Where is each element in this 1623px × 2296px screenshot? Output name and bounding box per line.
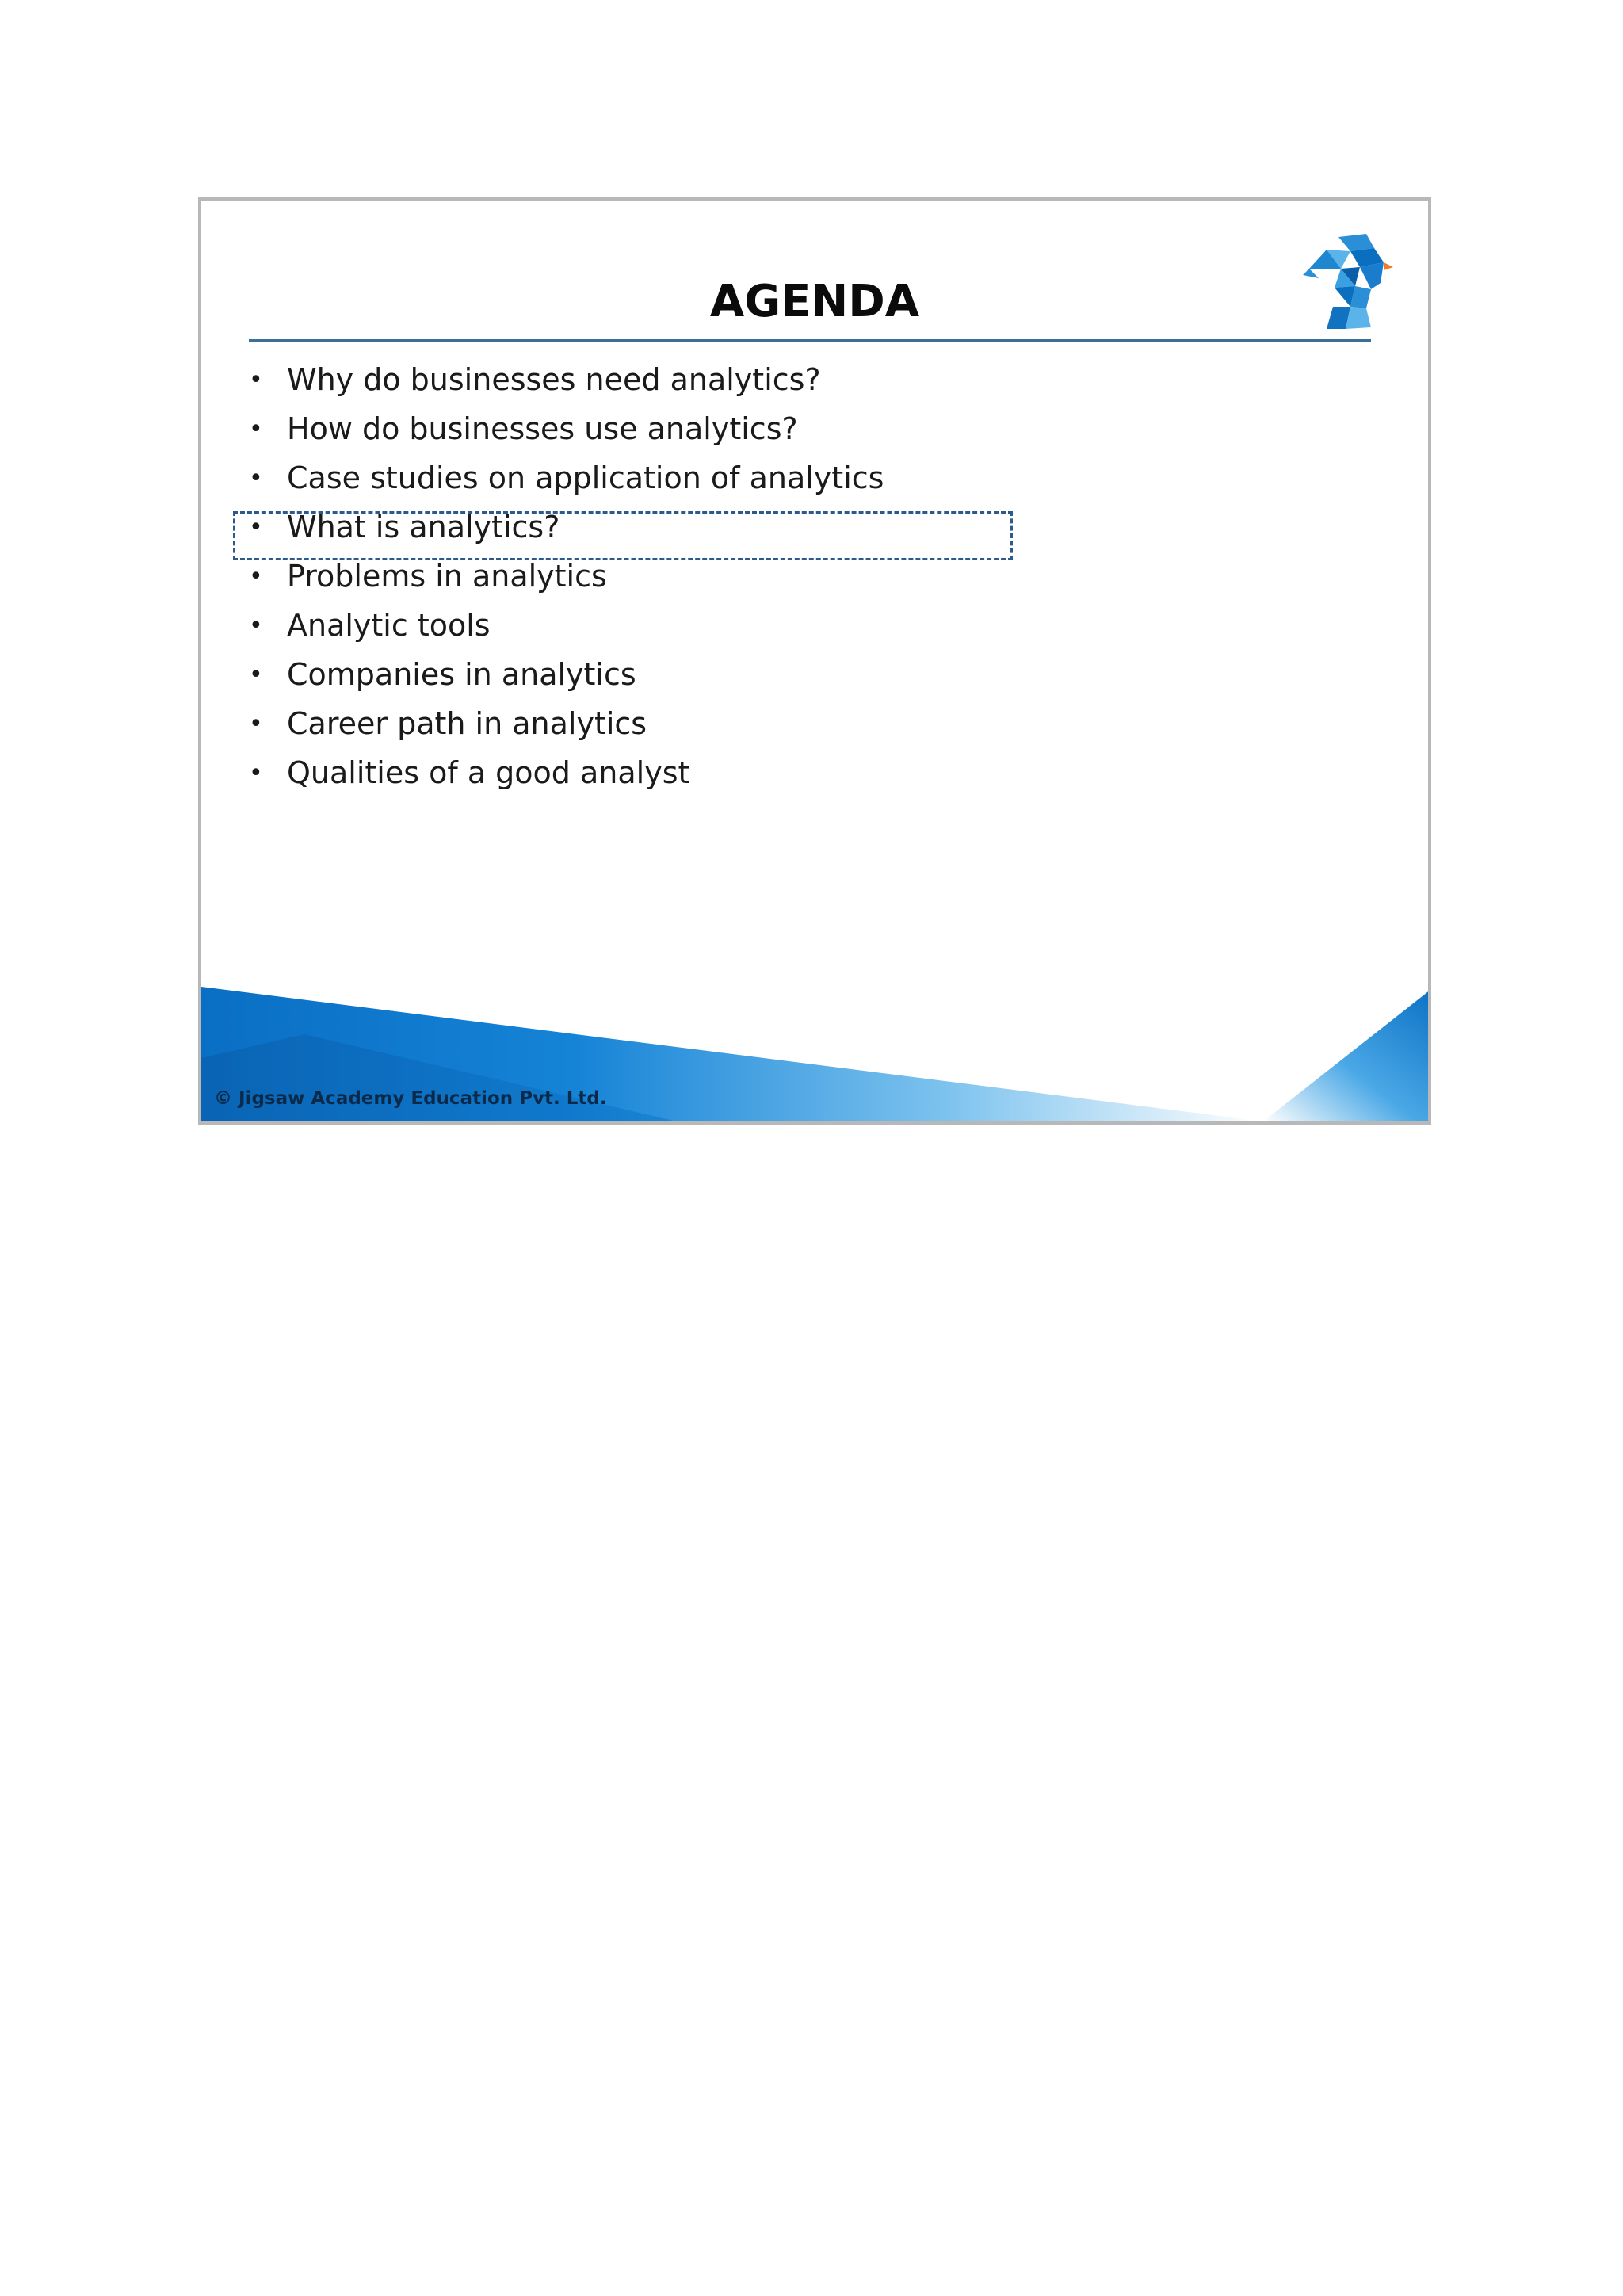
agenda-item (241, 748, 884, 797)
agenda-item-text: How do businesses use analytics? (287, 411, 798, 446)
bullet-icon: • (249, 611, 263, 640)
bullet-icon: • (249, 464, 263, 492)
agenda-item (241, 453, 884, 502)
agenda-item (241, 699, 884, 748)
bullet-icon: • (249, 562, 263, 590)
agenda-item-text: Companies in analytics (287, 657, 636, 692)
agenda-item (241, 601, 884, 650)
agenda-item-text: What is analytics? (287, 510, 560, 544)
agenda-item-text: Problems in analytics (287, 559, 607, 594)
copyright-text: © Jigsaw Academy Education Pvt. Ltd. (214, 1088, 607, 1109)
bullet-icon: • (249, 660, 263, 689)
bullet-icon: • (249, 709, 263, 738)
slide (198, 197, 1431, 1125)
highlight-dashed-box (233, 511, 1013, 560)
agenda-item-text: Why do businesses need analytics? (287, 362, 821, 397)
title-divider (249, 339, 1371, 342)
agenda-item (241, 404, 884, 453)
agenda-item (241, 355, 884, 404)
agenda-item-text: Qualities of a good analyst (287, 755, 690, 790)
agenda-item (241, 650, 884, 699)
slide-title: AGENDA (709, 276, 920, 327)
bullet-icon: • (249, 758, 263, 787)
agenda-item-text: Career path in analytics (287, 706, 647, 741)
bullet-icon: • (249, 513, 263, 541)
agenda-item-text: Case studies on application of analytics (287, 460, 884, 495)
bullet-icon: • (249, 415, 263, 443)
agenda-item-text: Analytic tools (287, 608, 491, 643)
bullet-icon: • (249, 365, 263, 394)
agenda-list (241, 355, 884, 797)
